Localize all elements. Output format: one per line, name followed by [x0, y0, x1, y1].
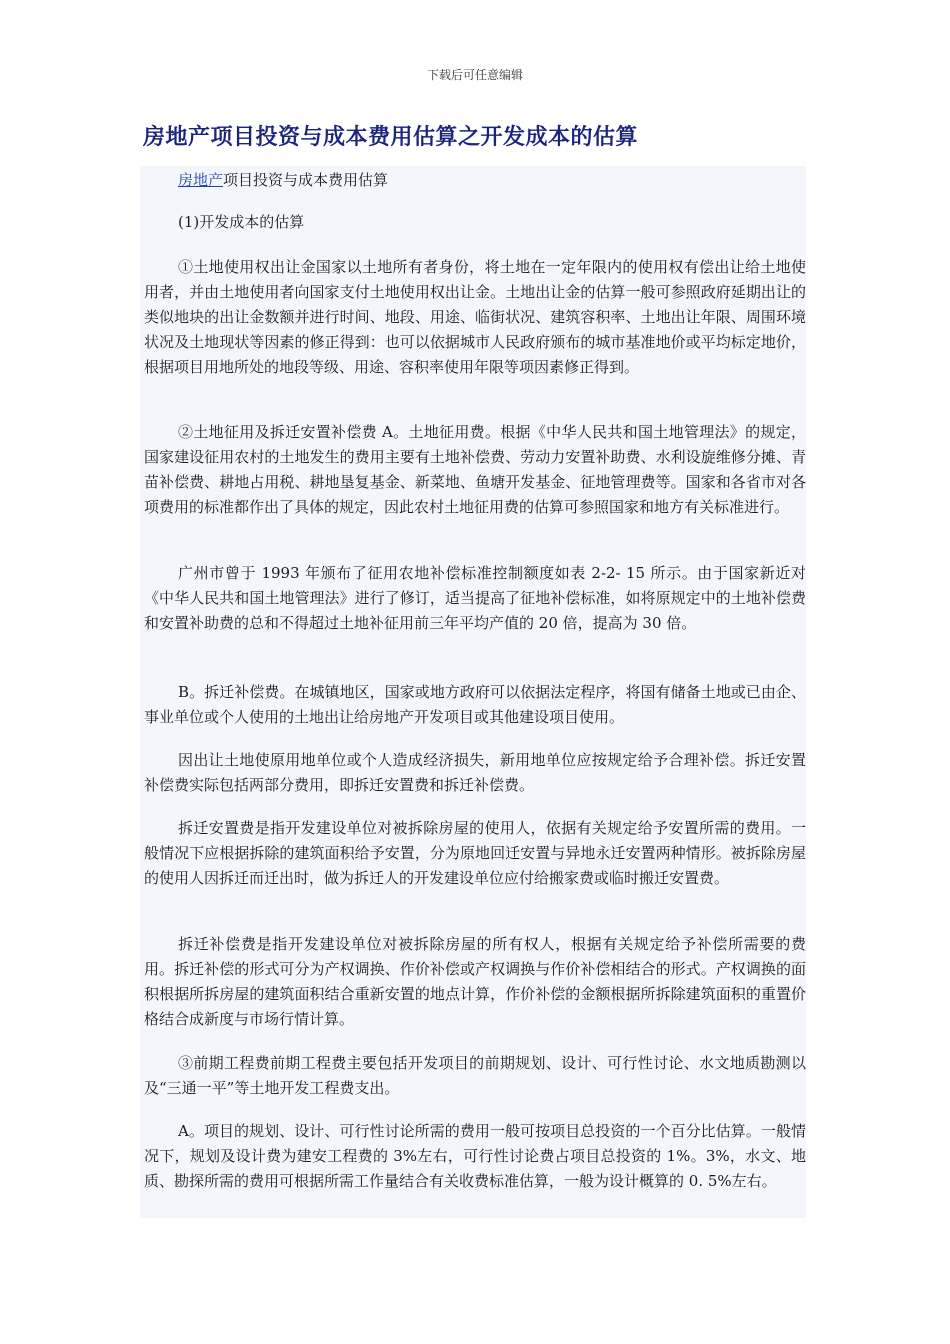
real-estate-link[interactable]: 房地产	[178, 171, 224, 189]
article-lead-line	[144, 168, 806, 193]
paragraph-demolition-compensation: B。拆迁补偿费。在城镇地区，国家或地方政府可以依据法定程序，将国有储备土地或已由企、事业单位或个人使用的土地出让给房地产开发项目或其他建设项目使用。	[144, 683, 806, 726]
paragraph-economic-loss: 因出让土地使原用地单位或个人造成经济损失，新用地单位应按规定给予合理补偿。拆迁安置补偿费实际包括两部分费用，即拆迁安置费和拆迁补偿费。	[144, 751, 806, 794]
paragraph-compensation-fee: 拆迁补偿费是指开发建设单位对被拆除房屋的所有权人，根据有关规定给予补偿所需要的费用。拆迁补偿的形式可分为产权调换、作价补偿或产权调换与作价补偿相结合的形式。产权调换的面积根据所拆房屋的建筑面积结合重新安置的地点计算，作价补偿的金额根据所拆除建筑面积的重置价格结合成新度与市场行情计算。	[144, 935, 806, 1028]
paragraph-resettlement-fee: 拆迁安置费是指开发建设单位对被拆除房屋的使用人，依据有关规定给予安置所需的费用。一般情况下应根据拆除的建筑面积给予安置，分为原地回迁安置与异地永迁安置两种情形。被拆除房屋的使用人因拆迁而迁出时，做为拆迁人的开发建设单位应付给搬家费或临时搬迁安置费。	[144, 819, 806, 887]
paragraph-section-heading: (1)开发成本的估算	[178, 213, 305, 231]
article-title: 房地产项目投资与成本费用估算之开发成本的估算	[143, 125, 639, 150]
lead-line-text: 项目投资与成本费用估算	[223, 171, 389, 189]
paragraph-guangzhou-standard: 广州市曾于 1993 年颁布了征用农地补偿标准控制额度如表 2-2- 15 所示。由于国家新近对《中华人民共和国土地管理法》进行了修订，适当提高了征地补偿标准，如将原规定中的土地补偿费和安置补助费的总和不得超过土地补征用前三年平均产值的 20 倍，提高为 30 倍。	[144, 564, 806, 632]
page-header-note: 下载后可任意编辑	[426, 68, 523, 82]
paragraph-land-transfer-fee: ①土地使用权出让金国家以土地所有者身份，将土地在一定年限内的使用权有偿出让给土地使用者，并由土地使用者向国家支付土地使用权出让金。土地出让金的估算一般可参照政府延期出让的类似地块的出让金数额并进行时间、地段、用途、临街状况、建筑容积率、土地出让年限、周围环境状况及土地现状等因素的修正得到：也可以依据城市人民政府颁布的城市基准地价或平均标定地价，根据项目用地所处的地段等级、用途、容积率使用年限等项因素修正得到。	[144, 258, 806, 376]
paragraph-land-acquisition-fee: ②土地征用及拆迁安置补偿费 A。土地征用费。根据《中华人民共和国土地管理法》的规定，国家建设征用农村的土地发生的费用主要有土地补偿费、劳动力安置补助费、水利设旋维修分摊、青苗补偿费、耕地占用税、耕地垦复基金、新菜地、鱼塘开发基金、征地管理费等。国家和各省市对各项费用的标准都作出了具体的规定，因此农村土地征用费的估算可参照国家和地方有关标准进行。	[144, 423, 806, 516]
paragraph-planning-design-costs: A。项目的规划、设计、可行性讨论所需的费用一般可按项目总投资的一个百分比估算。一般情况下，规划及设计费为建安工程费的 3%左右，可行性讨论费占项目总投资的 1%。3%，水文、地质、勘探所需的费用可根据所需工作量结合有关收费标准估算，一般为设计概算的 0. 5%左右。	[144, 1122, 806, 1190]
paragraph-preliminary-engineering: ③前期工程费前期工程费主要包括开发项目的前期规划、设计、可行性讨论、水文地质勘测以及“三通一平”等土地开发工程费支出。	[144, 1054, 806, 1097]
